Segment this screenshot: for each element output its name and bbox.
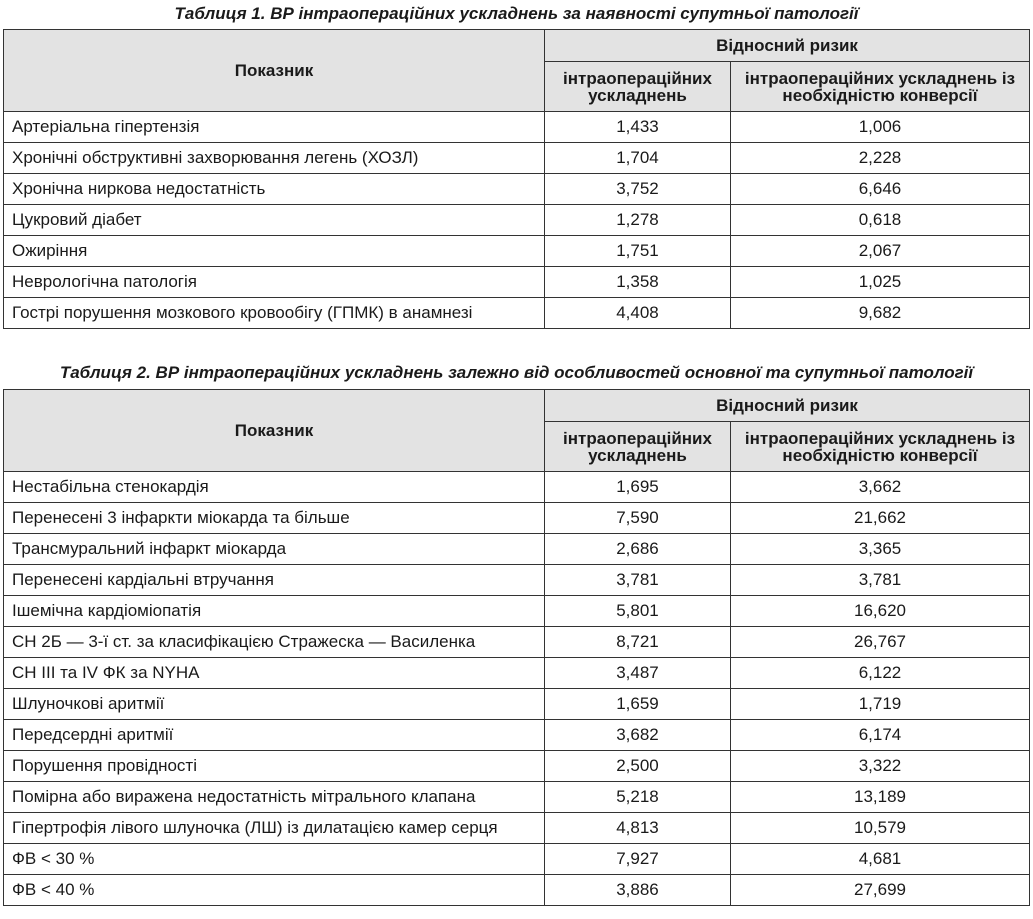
row-indicator: Порушення провідності [4,751,545,782]
row-indicator: Артеріальна гіпертензія [4,112,545,143]
row-indicator: Трансмуральний інфаркт міокарда [4,534,545,565]
table-row [4,143,1030,174]
row-relative-risk: 3,886 [545,875,731,906]
table-row [4,236,1030,267]
row-relative-risk-conversion: 2,067 [731,236,1030,267]
row-relative-risk-conversion: 21,662 [731,503,1030,534]
table1-header-conversion: інтраопераційних ускладнень із необхідністю конверсії [731,62,1030,112]
table-row [4,875,1030,906]
table2 [3,389,1030,906]
row-indicator: Помірна або виражена недостатність мітрального клапана [4,782,545,813]
row-relative-risk-conversion: 1,025 [731,267,1030,298]
row-relative-risk-conversion: 3,662 [731,472,1030,503]
table-row [4,112,1030,143]
table-row [4,658,1030,689]
table-row [4,205,1030,236]
row-relative-risk-conversion: 0,618 [731,205,1030,236]
row-relative-risk-conversion: 6,646 [731,174,1030,205]
table-row [4,751,1030,782]
row-indicator: Ішемічна кардіоміопатія [4,596,545,627]
table-row [4,565,1030,596]
row-relative-risk-conversion: 3,322 [731,751,1030,782]
table-row [4,472,1030,503]
row-relative-risk: 3,781 [545,565,731,596]
row-indicator: СН 2Б — 3-ї ст. за класифікацією Стражеска — Василенка [4,627,545,658]
table-row [4,782,1030,813]
row-relative-risk: 8,721 [545,627,731,658]
row-relative-risk: 1,751 [545,236,731,267]
row-relative-risk-conversion: 3,365 [731,534,1030,565]
table2-header-relative-risk: Відносний ризик [545,390,1030,422]
row-relative-risk-conversion: 16,620 [731,596,1030,627]
row-relative-risk: 3,682 [545,720,731,751]
table-row [4,720,1030,751]
row-indicator: Перенесені кардіальні втручання [4,565,545,596]
row-relative-risk-conversion: 1,006 [731,112,1030,143]
row-relative-risk: 3,752 [545,174,731,205]
table2-header-indicator: Показник [4,390,545,472]
row-indicator: Гострі порушення мозкового кровообігу (ГПМК) в анамнезі [4,298,545,329]
table-row [4,503,1030,534]
row-indicator: Шлуночкові аритмії [4,689,545,720]
table-row [4,174,1030,205]
row-indicator: Ожиріння [4,236,545,267]
row-indicator: Неврологічна патологія [4,267,545,298]
row-relative-risk-conversion: 26,767 [731,627,1030,658]
row-relative-risk-conversion: 3,781 [731,565,1030,596]
row-indicator: Перенесені 3 інфаркти міокарда та більше [4,503,545,534]
table-row [4,596,1030,627]
row-relative-risk-conversion: 10,579 [731,813,1030,844]
row-relative-risk: 5,801 [545,596,731,627]
table-row [4,534,1030,565]
table-row [4,298,1030,329]
row-relative-risk: 3,487 [545,658,731,689]
table1-header-relative-risk: Відносний ризик [545,30,1030,62]
row-relative-risk-conversion: 4,681 [731,844,1030,875]
row-indicator: ФВ < 30 % [4,844,545,875]
table2-header-conversion: інтраопераційних ускладнень із необхідністю конверсії [731,422,1030,472]
table2-header-complications: інтраопераційних ускладнень [545,422,731,472]
row-indicator: Гіпертрофія лівого шлуночка (ЛШ) із дилатацією камер серця [4,813,545,844]
row-relative-risk: 1,704 [545,143,731,174]
table-row [4,627,1030,658]
table1 [3,29,1030,329]
row-indicator: Хронічна ниркова недостатність [4,174,545,205]
table-row [4,844,1030,875]
row-relative-risk: 4,408 [545,298,731,329]
row-indicator: Хронічні обструктивні захворювання легень (ХОЗЛ) [4,143,545,174]
row-relative-risk-conversion: 27,699 [731,875,1030,906]
row-indicator: СН III та IV ФК за NYHA [4,658,545,689]
row-relative-risk: 4,813 [545,813,731,844]
row-relative-risk: 5,218 [545,782,731,813]
table1-header-indicator: Показник [4,30,545,112]
row-relative-risk-conversion: 2,228 [731,143,1030,174]
table2-caption: Таблиця 2. ВР інтраопераційних ускладнень залежно від особливостей основної та супутньої патології [59,363,974,382]
table-row [4,813,1030,844]
row-relative-risk: 1,695 [545,472,731,503]
row-relative-risk-conversion: 1,719 [731,689,1030,720]
row-relative-risk-conversion: 6,174 [731,720,1030,751]
table-row [4,689,1030,720]
row-relative-risk: 2,500 [545,751,731,782]
row-relative-risk: 1,433 [545,112,731,143]
row-indicator: ФВ < 40 % [4,875,545,906]
row-indicator: Цукровий діабет [4,205,545,236]
row-relative-risk: 7,590 [545,503,731,534]
row-relative-risk: 2,686 [545,534,731,565]
row-relative-risk-conversion: 13,189 [731,782,1030,813]
row-indicator: Передсердні аритмії [4,720,545,751]
row-indicator: Нестабільна стенокардія [4,472,545,503]
table1-caption: Таблиця 1. ВР інтраопераційних ускладнень за наявності супутньої патології [174,4,859,23]
table-row [4,267,1030,298]
row-relative-risk-conversion: 6,122 [731,658,1030,689]
row-relative-risk: 1,358 [545,267,731,298]
table1-header-complications: інтраопераційних ускладнень [545,62,731,112]
row-relative-risk: 1,278 [545,205,731,236]
row-relative-risk: 7,927 [545,844,731,875]
row-relative-risk: 1,659 [545,689,731,720]
row-relative-risk-conversion: 9,682 [731,298,1030,329]
